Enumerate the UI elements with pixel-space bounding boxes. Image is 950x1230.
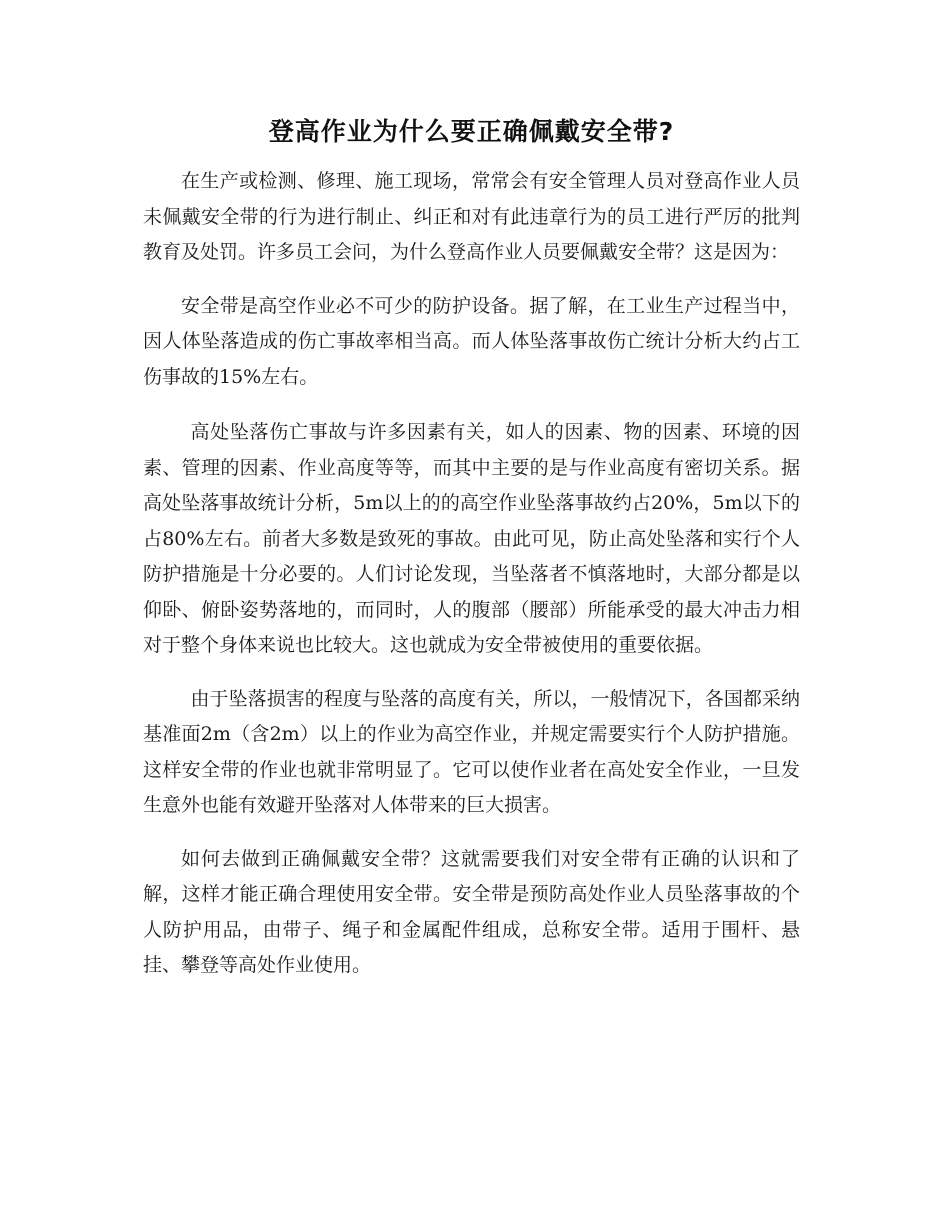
paragraph-intro: 在生产或检测、修理、施工现场，常常会有安全管理人员对登高作业人员未佩戴安全带的行为进行制止、纠正和对有此违章行为的员工进行严厉的批判教育及处罚。许多员工会问，为什么登高作业人员要佩戴安全带？这是因为：: [143, 170, 800, 263]
paragraph-safety-belt-importance: 安全带是高空作业必不可少的防护设备。据了解，在工业生产过程当中，因人体坠落造成的伤亡事故率相当高。而人体坠落事故伤亡统计分析大约占工伤事故的15%左右。: [143, 294, 800, 388]
paragraph-correct-wearing: 如何去做到正确佩戴安全带？这就需要我们对安全带有正确的认识和了解，这样才能正确合理使用安全带。安全带是预防高处作业人员坠落事故的个人防护用品，由带子、绳子和金属配件组成，总称安全带。适用于围杆、悬挂、攀登等高处作业使用。: [143, 847, 800, 976]
paragraph-height-standard: 由于坠落损害的程度与坠落的高度有关，所以，一般情况下，各国都采纳基准面2m（含2m）以上的作业为高空作业，并规定需要实行个人防护措施。这样安全带的作业也就非常明显了。它可以使作业者在高处安全作业，一旦发生意外也能有效避开坠落对人体带来的巨大损害。: [143, 687, 800, 816]
paragraph-fall-factors: 高处坠落伤亡事故与许多因素有关，如人的因素、物的因素、环境的因素、管理的因素、作业高度等等，而其中主要的是与作业高度有密切关系。据高处坠落事故统计分析，5m以上的的高空作业坠落事故约占20%，5m以下的占80%左右。前者大多数是致死的事故。由此可见，防止高处坠落和实行个人防护措施是十分必要的。人们讨论发现，当坠落者不慎落地时，大部分都是以仰卧、俯卧姿势落地的，而同时，人的腹部（腰部）所能承受的最大冲击力相对于整个身体来说也比较大。这也就成为安全带被使用的重要依据。: [143, 421, 800, 656]
document-title: 登高作业为什么要正确佩戴安全带?: [268, 117, 675, 146]
